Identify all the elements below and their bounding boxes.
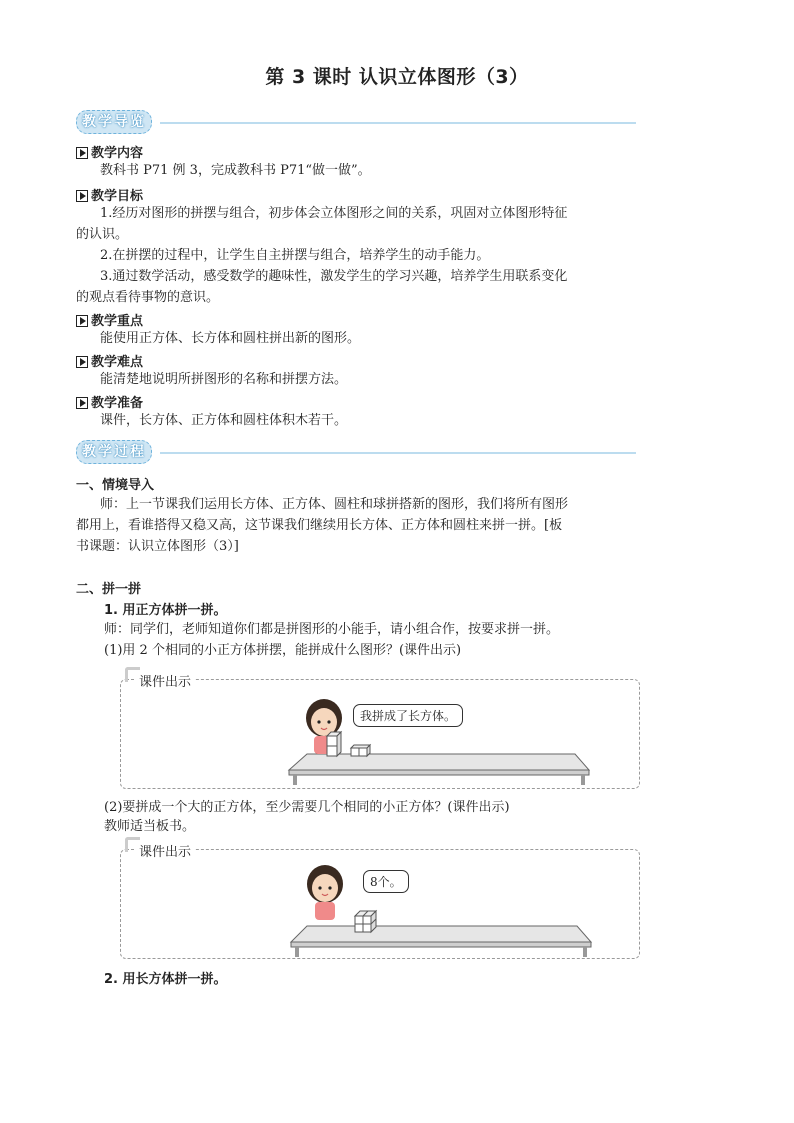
goal-3a: 3.通过数学活动，感受数学的趣味性，激发学生的学习兴趣，培养学生用联系变化: [100, 269, 568, 284]
divider: [160, 452, 636, 454]
page-title: 第 3 课时 认识立体图形（3）: [265, 66, 529, 88]
part2-heading: 二、拼一拼: [76, 582, 142, 597]
content-text: 教科书 P71 例 3，完成教科书 P71“做一做”。: [100, 163, 371, 178]
play-arrow-icon: [76, 397, 88, 409]
speech-bubble-1: 我拼成了长方体。: [353, 704, 463, 727]
play-arrow-icon: [76, 356, 88, 368]
courseware-box-2: [120, 845, 640, 959]
play-arrow-icon: [76, 190, 88, 202]
section-badge-guide: 教学导览: [76, 110, 152, 134]
goal-3b: 的观点看待事物的意识。: [76, 290, 220, 305]
goal-2: 2.在拼摆的过程中，让学生自主拼摆与组合，培养学生的动手能力。: [100, 248, 490, 263]
part1-line-b: 都用上，看谁搭得又稳又高，这节课我们继续用长方体、正方体和圆柱来拼一拼。[板: [76, 518, 563, 533]
subhead-key: 教学重点: [76, 310, 143, 329]
section-badge-process: 教学过程: [76, 440, 152, 464]
goal-1b: 的认识。: [76, 227, 129, 242]
key-text: 能使用正方体、长方体和圆柱拼出新的图形。: [100, 331, 361, 346]
subhead-prep: 教学准备: [76, 392, 143, 411]
hard-text: 能清楚地说明所拼图形的名称和拼摆方法。: [100, 372, 348, 387]
part1-heading: 一、情境导入: [76, 478, 155, 493]
section-header-process: [76, 440, 636, 464]
question-2-note: 教师适当板书。: [104, 819, 196, 834]
courseware-box-1: [120, 675, 640, 789]
subhead-goal: 教学目标: [76, 185, 143, 204]
question-1: (1)用 2 个相同的小正方体拼摆，能拼成什么图形？(课件出示): [104, 643, 462, 658]
scene-girl-table-2: [285, 860, 605, 958]
box-label: 课件出示: [135, 841, 195, 860]
part1-line-a: 师：上一节课我们运用长方体、正方体、圆柱和球拼搭新的图形，我们将所有图形: [100, 497, 569, 512]
part1-line-c: 书课题：认识立体图形（3）]: [76, 539, 239, 554]
step1-heading: 1. 用正方体拼一拼。: [104, 603, 227, 618]
speech-bubble-2: 8个。: [363, 870, 409, 893]
section-header-guide: [76, 110, 636, 134]
subhead-hard: 教学难点: [76, 351, 143, 370]
step1-text: 师：同学们，老师知道你们都是拼图形的小能手，请小组合作，按要求拼一拼。: [104, 622, 560, 637]
play-arrow-icon: [76, 315, 88, 327]
prep-text: 课件，长方体、正方体和圆柱体积木若干。: [100, 413, 348, 428]
subhead-content: 教学内容: [76, 142, 143, 161]
step2-heading: 2. 用长方体拼一拼。: [104, 972, 227, 987]
divider: [160, 122, 636, 124]
box-label: 课件出示: [135, 671, 195, 690]
goal-1a: 1.经历对图形的拼摆与组合，初步体会立体图形之间的关系，巩固对立体图形特征: [100, 206, 568, 221]
question-2: (2)要拼成一个大的正方体，至少需要几个相同的小正方体？(课件出示): [104, 800, 510, 815]
play-arrow-icon: [76, 147, 88, 159]
